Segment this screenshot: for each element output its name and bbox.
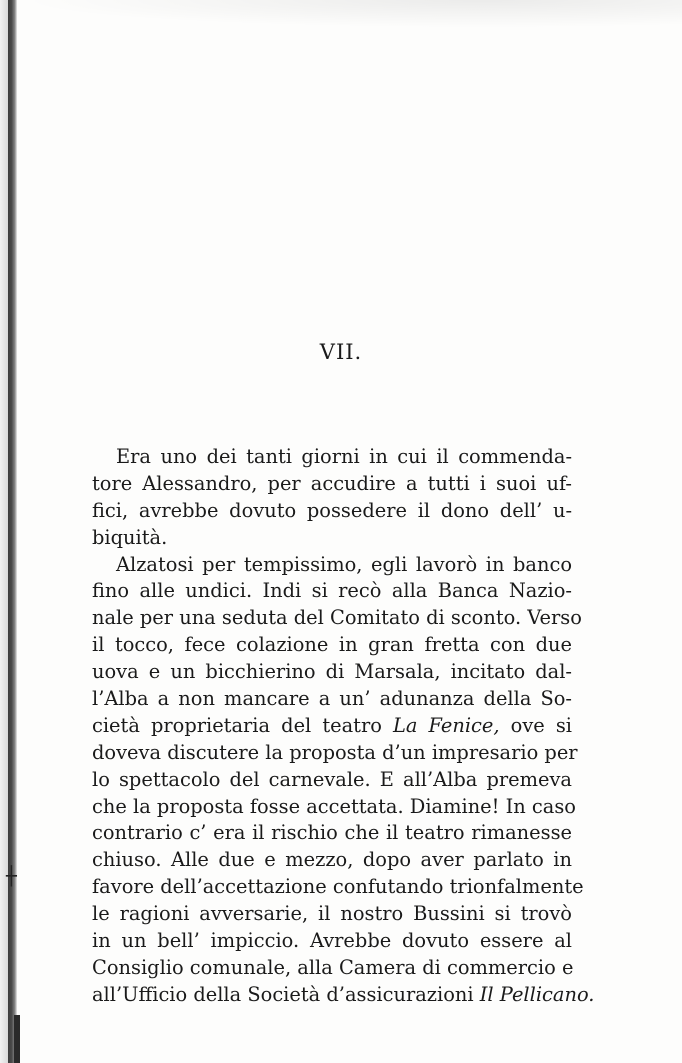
text-line: Alzatosi per tempissimo, egli lavorò in banco [116, 552, 572, 576]
margin-pin-mark: ┼ [6, 866, 17, 887]
text-line-segment: all’Ufficio della Società d’assicurazioni [92, 982, 474, 1006]
text-line: l’Alba a non mancare a un’ adunanza della So- [92, 687, 572, 711]
text-line: biquità. [92, 525, 168, 549]
text-line: le ragioni avversarie, il nostro Bussini si trovò [92, 902, 572, 926]
chapter-body-text [92, 444, 595, 1009]
text-line: doveva discutere la proposta d’un impresario per [92, 740, 578, 764]
text-line-segment: cietà proprietaria del teatro [92, 713, 382, 737]
page-gutter-shadow [0, 0, 8, 1063]
binding-edge [8, 0, 17, 1063]
text-line: contrario c’ era il rischio che il teatro rimanesse [92, 821, 572, 845]
text-line: fici, avrebbe dovuto possedere il dono dell’ u- [92, 498, 572, 522]
binding-thread-mark [14, 1015, 20, 1063]
text-line: Consiglio comunale, alla Camera di commercio e [92, 955, 574, 979]
text-line: nale per una seduta del Comitato di sconto. Verso [92, 606, 582, 630]
text-line: lo spettacolo del carnevale. E all’Alba premeva [92, 767, 572, 791]
chapter-heading: VII. [319, 340, 363, 364]
page-top-shading [17, 0, 682, 28]
text-line: che la proposta fosse accettata. Diamine! In caso [92, 794, 576, 818]
text-line-with-title [92, 713, 572, 740]
text-line: uova e un bicchierino di Marsala, incitato dal- [92, 660, 572, 684]
text-line: fino alle undici. Indi si recò alla Banca Nazio- [92, 579, 572, 603]
text-line-segment: ove si [510, 713, 572, 737]
theatre-name: La Fenice, [392, 713, 500, 737]
text-line: il tocco, fece colazione in gran fretta con due [92, 633, 572, 657]
text-line: Era uno dei tanti giorni in cui il commenda- [116, 445, 572, 468]
company-name: Il Pellicano. [479, 982, 595, 1006]
text-line: chiuso. Alle due e mezzo, dopo aver parlato in [92, 848, 572, 872]
text-line: in un bell’ impiccio. Avrebbe dovuto essere al [92, 929, 572, 953]
text-line: favore dell’accettazione confutando trionfalmente [92, 875, 584, 899]
text-line-with-title [92, 982, 595, 1009]
text-line: tore Alessandro, per accudire a tutti i suoi uf- [92, 471, 572, 495]
